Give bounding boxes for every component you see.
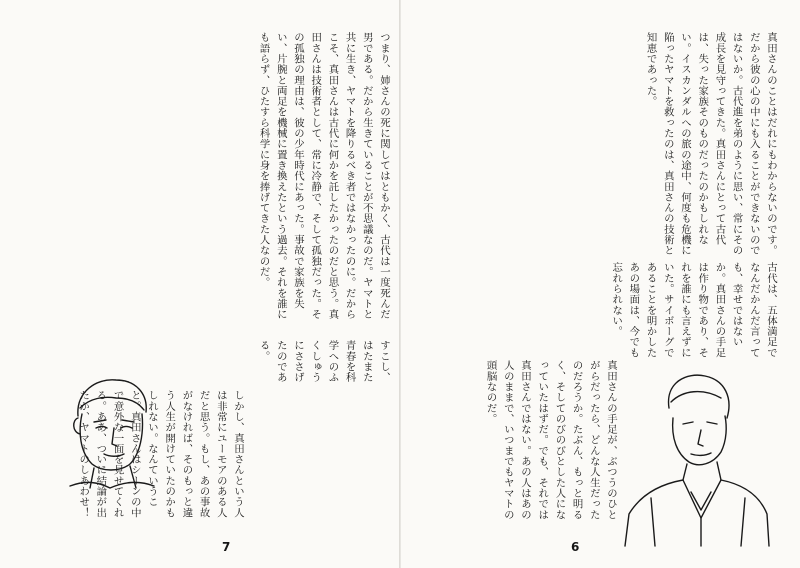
sanada-portrait-illustration — [50, 368, 170, 493]
left-text-block-upper: つまり、姉さんの死に関してはともかく、古代は一度死んだ男である。だから生きていることが不思議なのだ。ヤマトと共に生き、ヤマトを降りるべき者ではなかったのに。だからこそ、真田さんは古代に何かを託したかったのだと思う。真田さんは技術者として、常に冷静で、そして孤独だった。その孤独の理由は、彼の少年時代にあった。事故で家族を失い、片腕と両足を機械に置き換えたという過去。それを誰にも語らず、ひたすら科学に身を捧げてきた人なのだ。 — [257, 32, 390, 320]
left-text-block-lower: しかし、真田さんという人は非常にユーモアのある人だと思う。もし、あの事故がなければ、そのもっと違う人生が開けていたのかもしれない。なんていうこと。真田さんはシーンの中で意外な一面を見せてくれる。ああ、ついに結論が出たか、ヤマトのしあわせ！ — [77, 390, 244, 518]
right-text-block-middle: 古代は、五体満足でなんだかんだ言っても、幸せではないか。真田さんの手足は作り物であり、それを誰にも言えずにいた。サイボーグであることを明かしたあの場面は、今でも忘れられない。 — [610, 262, 777, 358]
left-text-block-middle: すこし、はたまた青春を科学へのふくしゅうにささげたのである。 — [257, 340, 390, 383]
right-text-block-lower: 真田さんの手足が、ぶつうのひとがらだったら、どんな人生だったのだろうか。たぶん、もっと明るく、そしてのびのびとした人になっていたはずだ。でも、それでは真田さんではない。あの人はあの人のままで、いつまでもヤマトの頭脳なのだ。 — [484, 360, 617, 520]
kodai-uniform-illustration — [621, 368, 771, 548]
right-page — [401, 0, 800, 568]
page-number: 6 — [571, 540, 580, 554]
left-page — [0, 0, 399, 568]
page-number: 7 — [222, 540, 231, 554]
right-text-block-upper: 真田さんのことはだれにもわからないのです。だから彼の心の中にも入ることができないのではないか。古代進を弟のように思い、常にその成長を見守ってきた。真田さんにとって古代は、失った家族そのものだったのかもしれない。イスカンダルへの旅の途中、何度も危機に陥ったヤマトを救ったのは、真田さんの技術と知恵であった。 — [644, 32, 777, 256]
